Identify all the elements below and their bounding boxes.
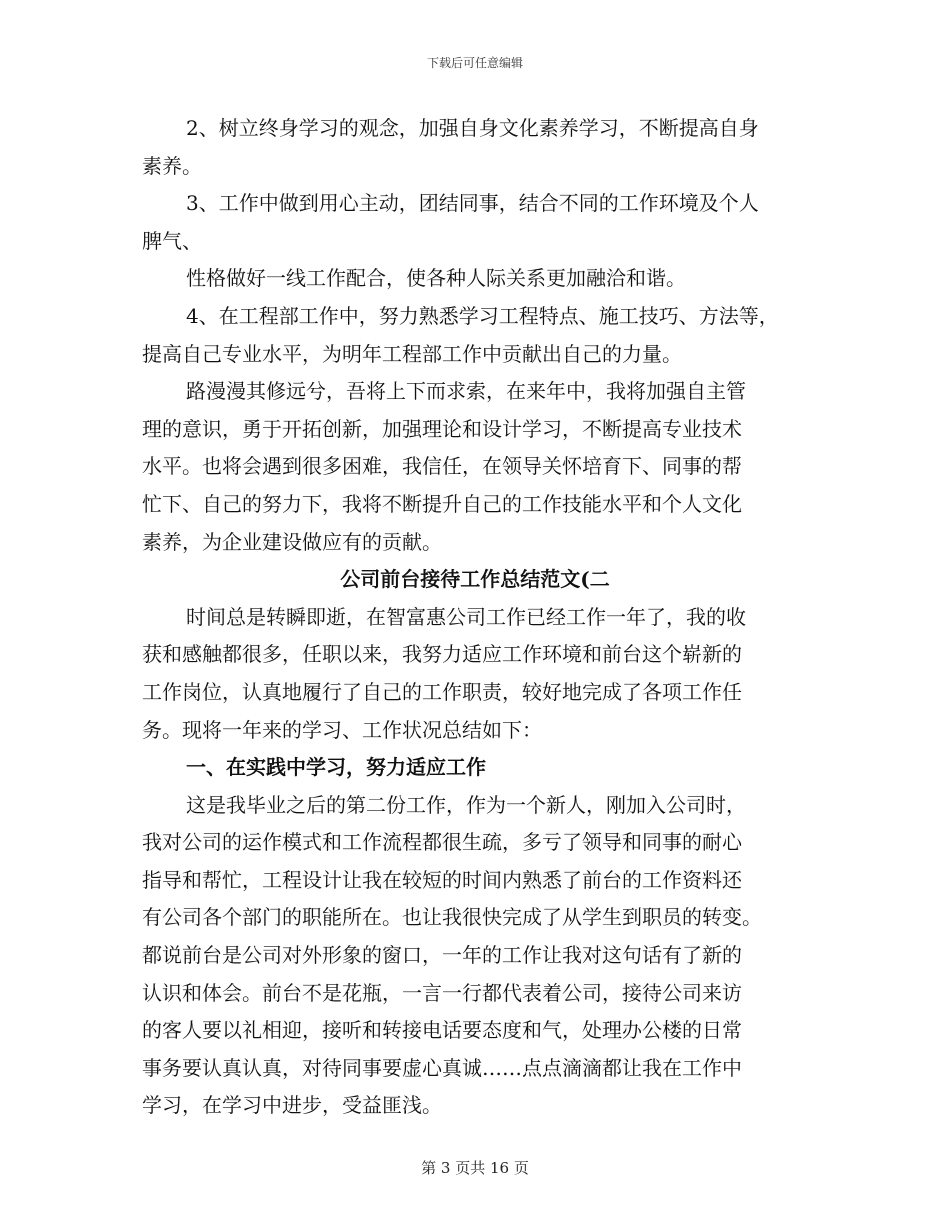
paragraph-line: 忙下、自己的努力下，我将不断提升自己的工作技能水平和个人文化 xyxy=(142,491,742,516)
paragraph-line: 素养。 xyxy=(142,153,202,178)
paragraph-line: 事务要认真认真，对待同事要虚心真诚……点点滴滴都让我在工作中 xyxy=(142,1055,742,1080)
paragraph-line: 性格做好一线工作配合，使各种人际关系更加融洽和谐。 xyxy=(186,266,686,291)
paragraph-line: 素养，为企业建设做应有的贡献。 xyxy=(142,529,442,554)
paragraph-line: 学习，在学习中进步，受益匪浅。 xyxy=(142,1093,442,1118)
paragraph-line: 3、工作中做到用心主动，团结同事，结合不同的工作环境及个人 xyxy=(186,191,759,216)
paragraph-line: 有公司各个部门的职能所在。也让我很快完成了从学生到职员的转变。 xyxy=(142,905,762,930)
paragraph-line: 都说前台是公司对外形象的窗口，一年的工作让我对这句话有了新的 xyxy=(142,943,742,968)
subsection-heading: 一、在实践中学习，努力适应工作 xyxy=(186,755,486,780)
page-indicator: 第 3 页共 16 页 xyxy=(421,1159,529,1177)
paragraph-line: 的客人要以礼相迎，接听和转接电话要态度和气，处理办公楼的日常 xyxy=(142,1018,742,1043)
paragraph-line: 理的意识，勇于开拓创新，加强理论和设计学习，不断提高专业技术 xyxy=(142,416,742,441)
paragraph-line: 认识和体会。前台不是花瓶，一言一行都代表着公司，接待公司来访 xyxy=(142,980,742,1005)
paragraph-line: 这是我毕业之后的第二份工作，作为一个新人，刚加入公司时， xyxy=(186,792,746,817)
paragraph-line: 获和感触都很多，任职以来，我努力适应工作环境和前台这个崭新的 xyxy=(142,642,742,667)
paragraph-line: 2、树立终身学习的观念，加强自身文化素养学习，不断提高自身 xyxy=(186,116,759,140)
paragraph-line: 4、在工程部工作中，努力熟悉学习工程特点、施工技巧、方法等， xyxy=(186,303,779,328)
paragraph-line: 水平。也将会遇到很多困难，我信任，在领导关怀培育下、同事的帮 xyxy=(142,454,742,479)
paragraph-line: 时间总是转瞬即逝，在智富惠公司工作已经工作一年了，我的收 xyxy=(186,604,746,629)
paragraph-line: 我对公司的运作模式和工作流程都很生疏，多亏了领导和同事的耐心 xyxy=(142,830,742,855)
document-body xyxy=(142,110,808,1125)
section-title: 公司前台接待工作总结范文(二 xyxy=(340,567,610,592)
paragraph-line: 工作岗位，认真地履行了自己的工作职责，较好地完成了各项工作任 xyxy=(142,679,742,704)
paragraph-line: 务。现将一年来的学习、工作状况总结如下： xyxy=(142,717,542,742)
paragraph-line: 脾气、 xyxy=(142,228,202,253)
paragraph-line: 提高自己专业水平，为明年工程部工作中贡献出自己的力量。 xyxy=(142,341,682,366)
paragraph-line: 路漫漫其修远兮，吾将上下而求索，在来年中，我将加强自主管 xyxy=(186,379,746,404)
paragraph-line: 指导和帮忙，工程设计让我在较短的时间内熟悉了前台的工作资料还 xyxy=(142,867,742,892)
header-note: 下载后可任意编辑 xyxy=(426,56,523,70)
